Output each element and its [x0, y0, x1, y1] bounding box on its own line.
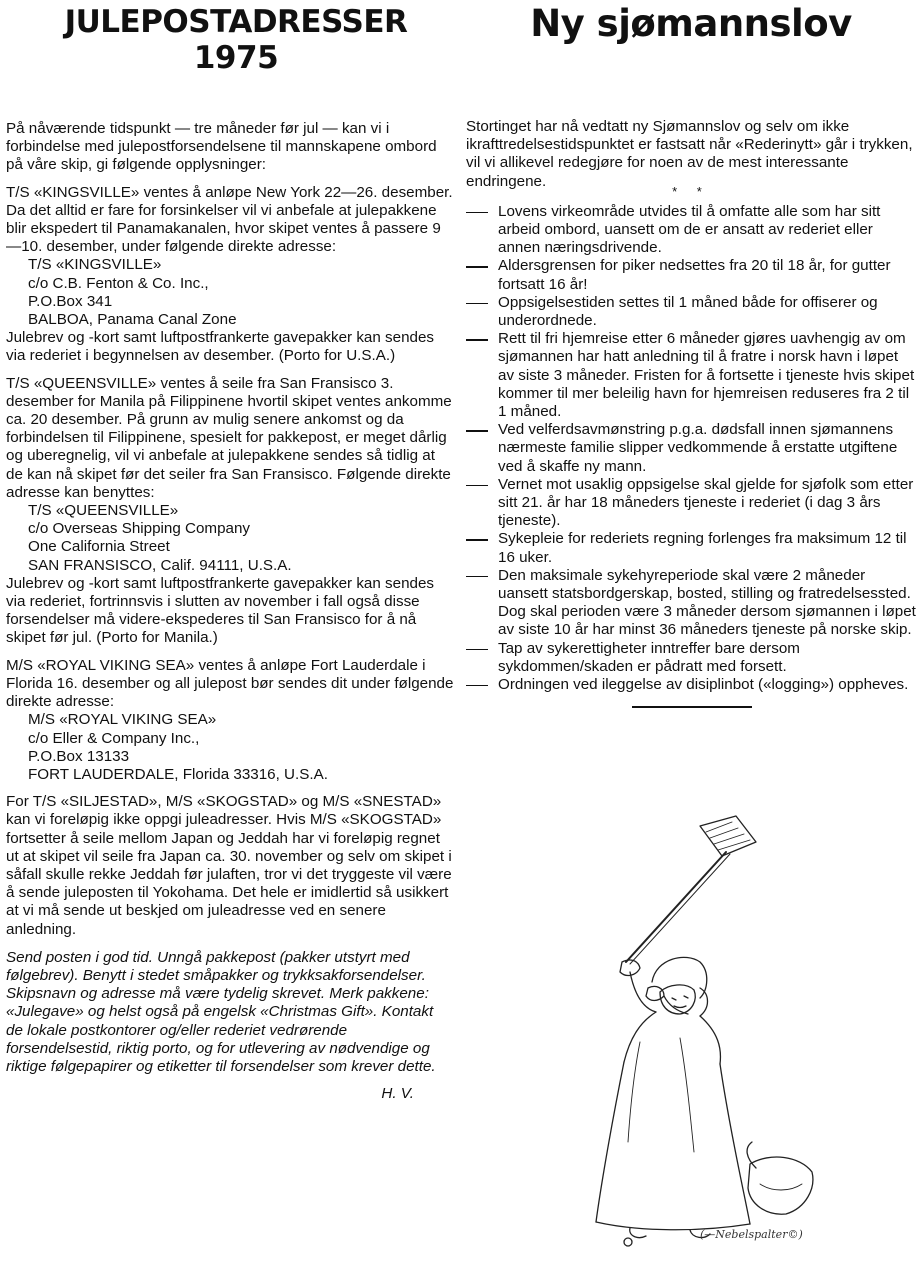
mailing-note: Send posten i god tid. Unngå pakkepost (pakker utstyrt med følgebrev). Benytt i stedet småpakker og trykksakforsendelser. Skipsnavn og adresse må være tydelig skrevet. Merk pakkene: «Julegave» og helst også på engelsk «Christmas Gift». Kontakt de lokale postkontorer og/eller rederiet vedrørende forsendelsestid, riktig porto, og for utlevering av nødvendige og riktige følgepapirer og etiketter til forsendelser som krever dette. [6, 948, 436, 1075]
dash-bullet [466, 430, 488, 431]
address-line: c/o Eller & Company Inc., [28, 729, 200, 747]
address-line: c/o C.B. Fenton & Co. Inc., [28, 274, 209, 292]
julepost-body [6, 120, 454, 1112]
section-stars: * * [672, 183, 710, 199]
address-line: FORT LAUDERDALE, Florida 33316, U.S.A. [28, 765, 328, 783]
list-item: Lovens virkeområde utvides til å omfatte alle som har sitt arbeid ombord, uansett om de er ansatt av rederiet eller annen næringsdrivende. [466, 203, 916, 258]
address-line: P.O.Box 341 [28, 292, 113, 310]
list-item: Tap av sykerettigheter inntreffer bare dersom sykdommen/skaden er pådratt med forsett. [466, 640, 916, 676]
queensville-after: Julebrev og -kort samt luftpostfrankerte gavepakker kan sendes via rederiet, fortrinnsvis i slutten av november i fall også disse forsendelser må videre-ekspederes til San Fransisco for å nå skipet før jul. (Porto for Manila.) [6, 574, 435, 647]
kingsville-after: Julebrev og -kort samt luftpostfrankerte gavepakker kan sendes via rederiet i begynnelsen av desember. (Porto for U.S.A.) [6, 329, 435, 365]
address-line: T/S «KINGSVILLE» [28, 256, 162, 274]
sjomannslov-intro: Stortinget har nå vedtatt ny Sjømannslov og selv om ikke ikrafttredelsestidspunktet er fastsatt når «Rederinytt» går i trykken, vil vi allikevel redegjøre for noen av de mest interessante endringene. [466, 118, 913, 190]
julepost-headline [26, 4, 446, 76]
headline-line-1: JULEPOSTADRESSER [64, 4, 408, 40]
dash-bullet [466, 485, 488, 486]
sjomannslov-headline: Ny sjømannslov [530, 2, 852, 45]
royal-viking-paragraph: M/S «ROYAL VIKING SEA» ventes å anløpe Fort Lauderdale i Florida 16. desember og all julepost bør sendes dit under følgende direkte adresse: [6, 656, 454, 711]
list-item: Den maksimale sykehyreperiode skal være 2 måneder uansett statsbordgerskap, bosted, stilling og fratredelsessted. Dog skal perioden være 3 måneder dersom sjømannen i løpet av siste 10 år har minst 36 måneders tjeneste på norske skip. [466, 567, 916, 640]
list-item: Aldersgrensen for piker nedsettes fra 20 til 18 år, for gutter fortsatt 16 år! [466, 257, 916, 293]
list-item: Sykepleie for rederiets regning forlenges fra maksimum 12 til 16 uker. [466, 530, 916, 566]
list-item: Vernet mot usaklig oppsigelse skal gjelde for sjøfolk som etter sitt 21. år har 18 måneders tjeneste i rederiet (i dag 3 års tjeneste). [466, 476, 916, 531]
other-ships-paragraph: For T/S «SILJESTAD», M/S «SKOGSTAD» og M/S «SNESTAD» kan vi foreløpig ikke oppgi juleadresser. Hvis M/S «SKOGSTAD» fortsetter å seile mellom Japan og Jeddah har vi foreløpig regnet ut at skipet vil seile fra Japan ca. 30. november og selv om skipet i såfall skulle rekke Jeddah før julaften, tror vi det tryggeste vil være å sende juleposten til Yokohama. Det hele er imidlertid så usikkert at vi må sende ut beskjed om juleadresse ved en senere anledning. [6, 793, 452, 938]
address-line: BALBOA, Panama Canal Zone [28, 311, 237, 329]
dash-bullet [466, 685, 488, 686]
dash-bullet [466, 212, 488, 213]
headline-line-2: 1975 [193, 40, 279, 76]
royal-viking-address [6, 711, 454, 784]
cartoon-credit: (—Nebelspalter©) [700, 1228, 803, 1241]
list-item: Oppsigelsestiden settes til 1 måned både for offiserer og underordnede. [466, 294, 916, 330]
changes-list [466, 203, 916, 694]
dash-bullet [466, 266, 488, 267]
list-item: Ved velferdsavmønstring p.g.a. dødsfall innen sjømannens nærmeste familie slipper vedkommende å erstatte utgiftene ved å skaffe ny mann. [466, 421, 916, 476]
dash-bullet [466, 339, 488, 340]
kingsville-paragraph: T/S «KINGSVILLE» ventes å anløpe New York 22—26. desember. Da det alltid er fare for forsinkelser vil vi anbefale at julepakkene blir ekspedert til Panamakanalen, hvor skipet ventes å passere 9—10. desember, under følgende direkte adresse: [6, 183, 453, 256]
list-item: Ordningen ved ileggelse av disiplinbot («logging») oppheves. [466, 676, 916, 694]
section-divider [632, 706, 752, 707]
address-line: c/o Overseas Shipping Company [28, 520, 251, 538]
sjomannslov-body [466, 118, 916, 708]
address-line: M/S «ROYAL VIKING SEA» [28, 711, 217, 729]
dash-bullet [466, 649, 488, 650]
list-item: Rett til fri hjemreise etter 6 måneder gjøres uavhengig av om sjømannen har hatt anledning til å fratre i norsk havn i løpet av siste 3 måneder. Fristen for å fortsette i tjeneste hvis skipet kommer til mer beleilig havn for hjemreisen reduseres fra 2 til 1 måned. [466, 330, 916, 421]
address-line: SAN FRANSISCO, Calif. 94111, U.S.A. [28, 556, 292, 574]
cartoon-illustration [560, 812, 870, 1252]
queensville-address [6, 502, 454, 575]
dash-bullet [466, 576, 488, 577]
kingsville-address [6, 256, 454, 329]
address-line: P.O.Box 13133 [28, 747, 130, 765]
address-line: T/S «QUEENSVILLE» [28, 502, 179, 520]
dash-bullet [466, 303, 488, 304]
queensville-paragraph: T/S «QUEENSVILLE» ventes å seile fra San Fransisco 3. desember for Manila på Filippinene hvortil skipet ventes ankomme ca. 20 desember. På grunn av mulig senere ankomst og da forbindelsen til Filippinene, spesielt for pakkepost, er meget dårlig og uberegnelig, vil vi anbefale at julepakkene sendes så tidlig at de kan nå skipet før det seiler fra San Fransisco. Følgende direkte adresse kan benyttes: [6, 374, 452, 501]
dash-bullet [466, 539, 488, 540]
address-line: One California Street [28, 538, 170, 556]
julepost-intro: På nåværende tidspunkt — tre måneder før jul — kan vi i forbindelse med julepostforsendelsene til mannskapene ombord på våre skip, gi følgende opplysninger: [6, 120, 437, 174]
signature: H. V. [381, 1085, 414, 1103]
